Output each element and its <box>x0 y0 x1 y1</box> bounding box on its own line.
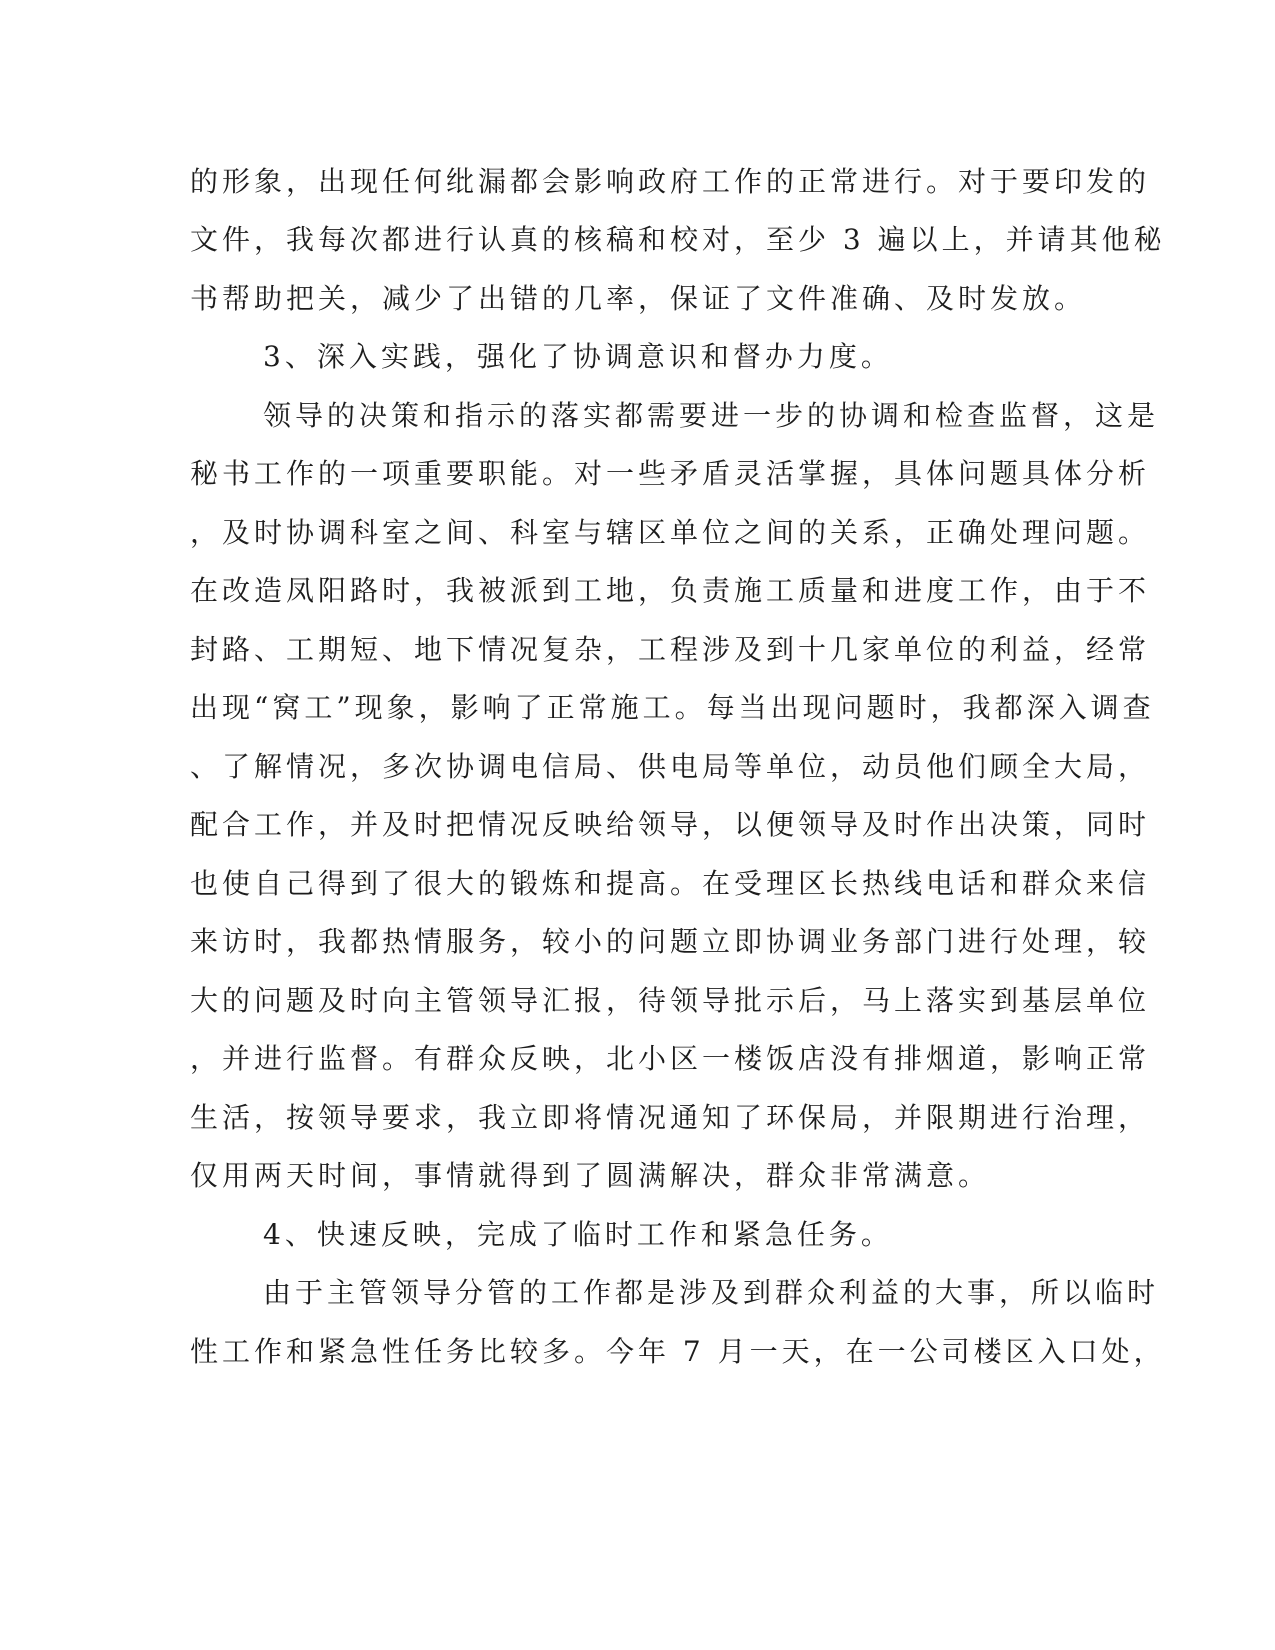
text-line: 秘书工作的一项重要职能。对一些矛盾灵活掌握，具体问题具体分析 <box>190 457 1151 490</box>
text-line: 出现“窝工”现象，影响了正常施工。每当出现问题时，我都深入调查 <box>190 691 1155 724</box>
text-line: 封路、工期短、地下情况复杂，工程涉及到十几家单位的利益，经常 <box>190 633 1151 666</box>
text-line: 也使自己得到了很大的锻炼和提高。在受理区长热线电话和群众来信 <box>190 867 1151 900</box>
text-line: 书帮助把关，减少了出错的几率，保证了文件准确、及时发放。 <box>190 282 1087 315</box>
text-line: 大的问题及时向主管领导汇报，待领导批示后，马上落实到基层单位 <box>190 984 1151 1017</box>
text-line: 性工作和紧急性任务比较多。今年 7 月一天，在一公司楼区入口处， <box>190 1335 1166 1368</box>
text-line: 来访时，我都热情服务，较小的问题立即协调业务部门进行处理，较 <box>190 925 1151 958</box>
section-heading: 4、快速反映，完成了临时工作和紧急任务。 <box>263 1218 893 1251</box>
text-line: 由于主管领导分管的工作都是涉及到群众利益的大事，所以临时 <box>263 1276 1160 1309</box>
section-heading: 3、深入实践，强化了协调意识和督办力度。 <box>263 340 893 373</box>
text-line: 文件，我每次都进行认真的核稿和校对，至少 3 遍以上，并请其他秘 <box>190 223 1166 256</box>
text-line: 在改造凤阳路时，我被派到工地，负责施工质量和进度工作，由于不 <box>190 574 1151 607</box>
text-line: 仅用两天时间，事情就得到了圆满解决，群众非常满意。 <box>190 1159 991 1192</box>
text-line: ，及时协调科室之间、科室与辖区单位之间的关系，正确处理问题。 <box>190 516 1151 549</box>
text-line: ，并进行监督。有群众反映，北小区一楼饭店没有排烟道，影响正常 <box>190 1042 1151 1075</box>
text-line: 配合工作，并及时把情况反映给领导，以便领导及时作出决策，同时 <box>190 808 1151 841</box>
text-line: 、了解情况，多次协调电信局、供电局等单位，动员他们顾全大局， <box>190 750 1151 783</box>
text-line: 领导的决策和指示的落实都需要进一步的协调和检查监督，这是 <box>263 399 1160 432</box>
text-line: 生活，按领导要求，我立即将情况通知了环保局，并限期进行治理， <box>190 1101 1151 1134</box>
text-line: 的形象，出现任何纰漏都会影响政府工作的正常进行。对于要印发的 <box>190 165 1151 198</box>
